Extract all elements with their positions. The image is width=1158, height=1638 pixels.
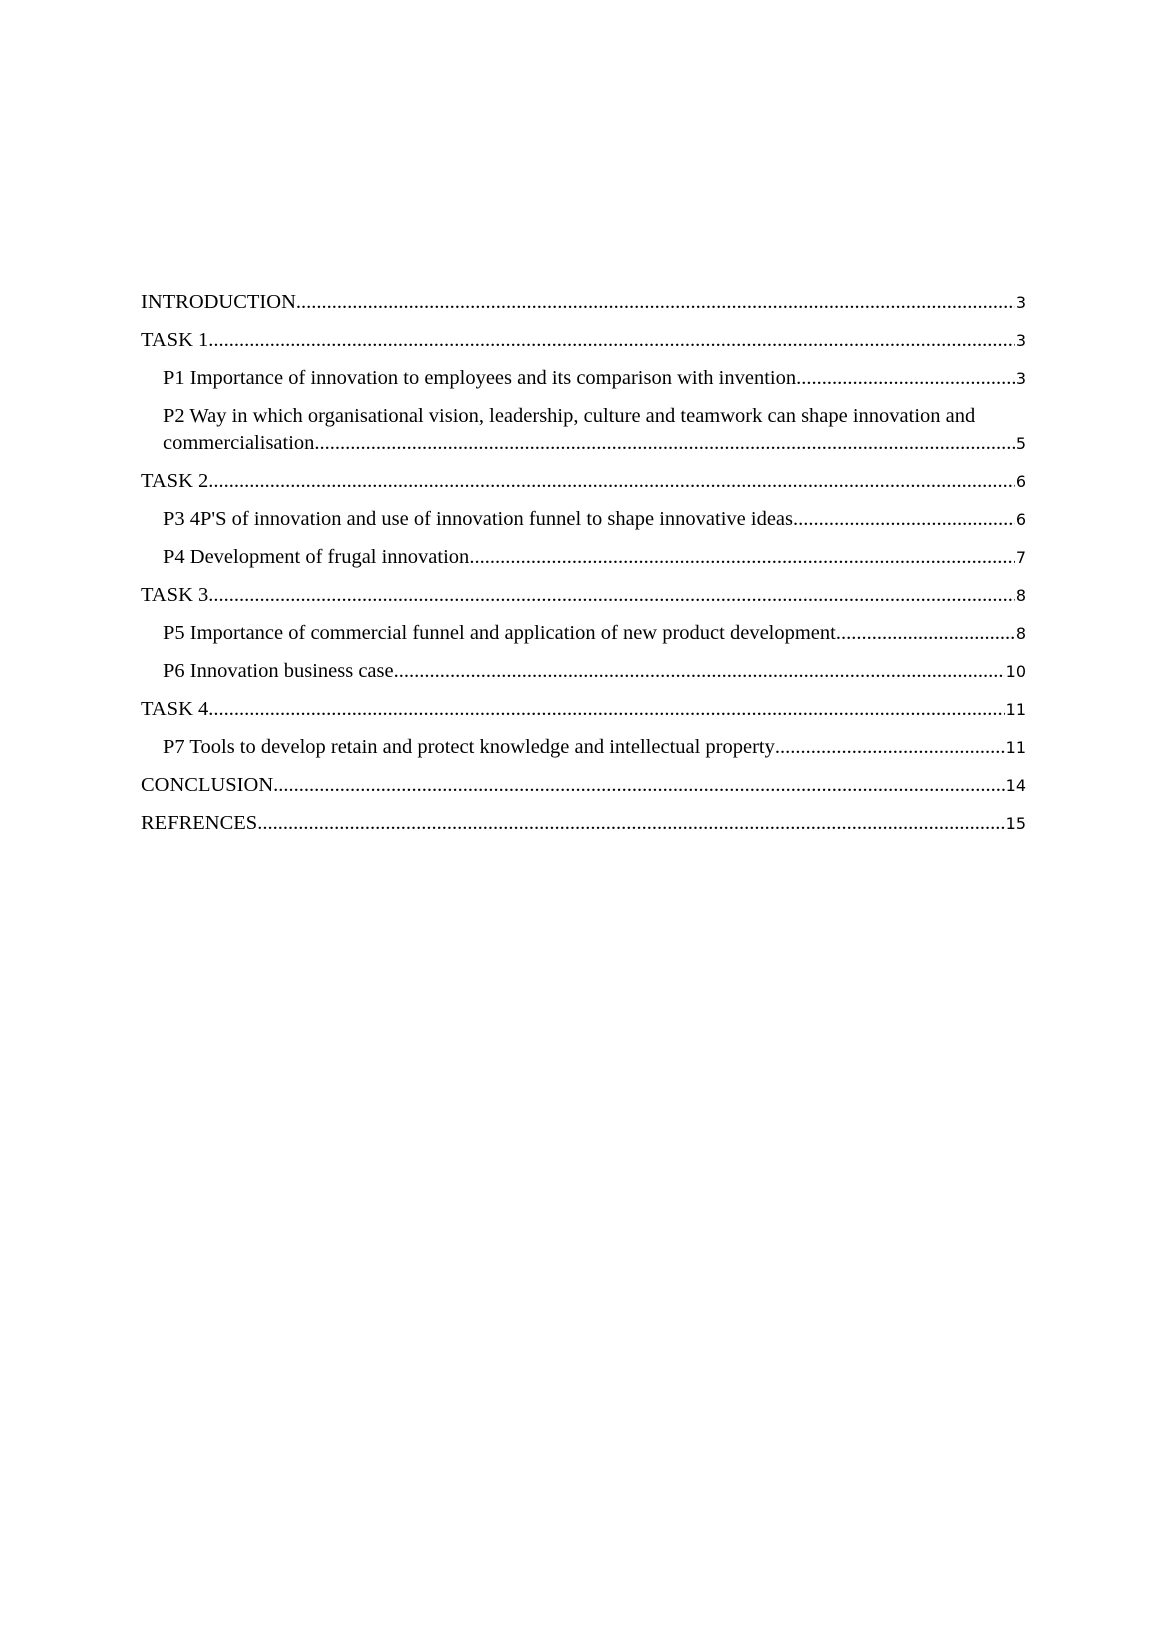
toc-dot-leader bbox=[314, 430, 1014, 457]
toc-page-number: 8 bbox=[1015, 586, 1026, 605]
toc-entry-title: TASK 4 bbox=[141, 698, 209, 720]
toc-entry-title-line-2: commercialisation bbox=[163, 432, 315, 454]
toc-page-number: 6 bbox=[1015, 510, 1026, 529]
toc-dot-leader bbox=[296, 289, 1015, 316]
toc-page-number: 3 bbox=[1015, 293, 1026, 312]
toc-entry-title: TASK 2 bbox=[141, 470, 209, 492]
toc-entry-title: INTRODUCTION bbox=[141, 291, 296, 313]
toc-page-number: 6 bbox=[1015, 472, 1026, 491]
toc-page-number: 11 bbox=[1005, 738, 1026, 757]
toc-entry-task-3[interactable] bbox=[141, 582, 1026, 609]
toc-dot-leader bbox=[796, 365, 1015, 392]
toc-entry-title: P1 Importance of innovation to employees and its comparison with invention bbox=[163, 367, 797, 389]
toc-dot-leader bbox=[273, 772, 1005, 799]
toc-entry-task-2[interactable] bbox=[141, 468, 1026, 495]
toc-entry-title-line-1: P2 Way in which organisational vision, leadership, culture and teamwork can shape innovation and bbox=[163, 405, 976, 427]
toc-entry-title: P3 4P'S of innovation and use of innovation funnel to shape innovative ideas bbox=[163, 508, 793, 530]
toc-entry-references[interactable] bbox=[141, 810, 1026, 837]
toc-entry-p5[interactable] bbox=[141, 620, 1026, 647]
table-of-contents bbox=[141, 289, 1026, 848]
toc-entry-title: P5 Importance of commercial funnel and application of new product development bbox=[163, 622, 836, 644]
toc-page-number: 3 bbox=[1015, 369, 1026, 388]
toc-dot-leader bbox=[775, 734, 1005, 761]
toc-entry-title: TASK 3 bbox=[141, 584, 209, 606]
toc-dot-leader bbox=[208, 582, 1015, 609]
toc-page-number: 8 bbox=[1015, 624, 1026, 643]
toc-entry-p6[interactable] bbox=[141, 658, 1026, 685]
toc-page-number: 14 bbox=[1005, 776, 1026, 795]
toc-entry-title: REFRENCES bbox=[141, 812, 258, 834]
toc-entry-task-1[interactable] bbox=[141, 327, 1026, 354]
toc-entry-title: TASK 1 bbox=[141, 329, 209, 351]
toc-entry-p1[interactable] bbox=[141, 365, 1026, 392]
toc-dot-leader bbox=[793, 506, 1015, 533]
toc-page-number: 7 bbox=[1015, 548, 1026, 567]
toc-entry-p2[interactable] bbox=[141, 403, 1026, 457]
toc-page-number: 3 bbox=[1015, 331, 1026, 350]
toc-dot-leader bbox=[469, 544, 1015, 571]
toc-page-number: 15 bbox=[1005, 814, 1026, 833]
toc-dot-leader bbox=[208, 696, 1004, 723]
toc-entry-conclusion[interactable] bbox=[141, 772, 1026, 799]
toc-entry-introduction[interactable] bbox=[141, 289, 1026, 316]
toc-entry-p3[interactable] bbox=[141, 506, 1026, 533]
toc-entry-title: P7 Tools to develop retain and protect knowledge and intellectual property bbox=[163, 736, 775, 758]
toc-dot-leader bbox=[208, 468, 1015, 495]
toc-page-number: 11 bbox=[1005, 700, 1026, 719]
toc-dot-leader bbox=[394, 658, 1005, 685]
toc-entry-title: P6 Innovation business case bbox=[163, 660, 394, 682]
toc-entry-p7[interactable] bbox=[141, 734, 1026, 761]
toc-dot-leader bbox=[257, 810, 1004, 837]
toc-page-number: 5 bbox=[1015, 434, 1026, 453]
toc-page-number: 10 bbox=[1005, 662, 1026, 681]
toc-entry-p4[interactable] bbox=[141, 544, 1026, 571]
toc-dot-leader bbox=[836, 620, 1015, 647]
toc-entry-task-4[interactable] bbox=[141, 696, 1026, 723]
toc-dot-leader bbox=[208, 327, 1015, 354]
toc-entry-title: P4 Development of frugal innovation bbox=[163, 546, 470, 568]
toc-entry-title: CONCLUSION bbox=[141, 774, 274, 796]
